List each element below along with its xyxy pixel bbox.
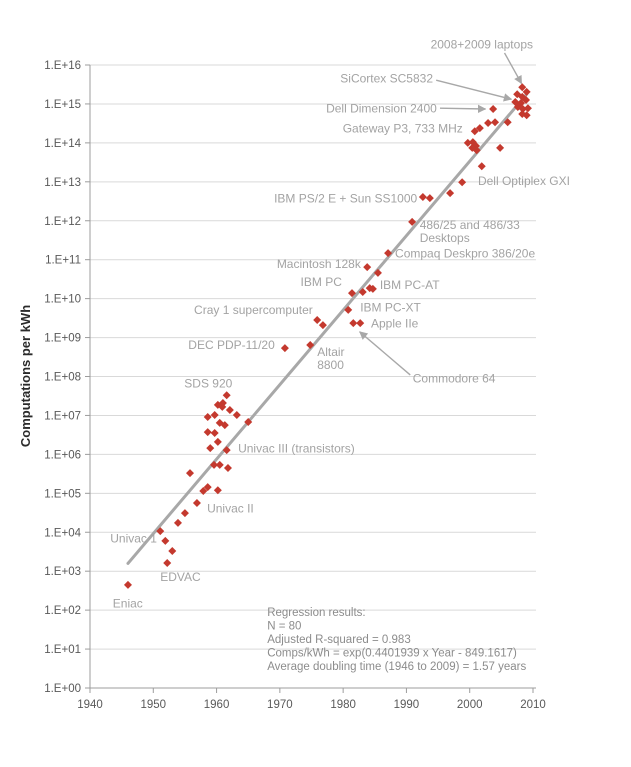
- annotation-label: IBM PC-XT: [360, 300, 421, 315]
- y-tick-label: 1.E+02: [44, 605, 81, 618]
- annotation-label: SDS 920: [184, 376, 233, 391]
- y-tick-label: 1.E+08: [44, 371, 81, 384]
- y-tick-label: 1.E+14: [44, 137, 81, 150]
- data-point: [223, 446, 231, 454]
- data-point: [124, 581, 132, 589]
- annotation-label: IBM PC: [300, 275, 342, 290]
- annotation-label: DEC PDP-11/20: [188, 338, 275, 353]
- regression-results: Average doubling time (1946 to 2009) = 1.57 years: [267, 661, 527, 674]
- y-tick-label: 1.E+12: [44, 215, 81, 228]
- y-tick-label: 1.E+06: [44, 449, 81, 462]
- annotation-label: Dell Dimension 2400: [326, 101, 437, 116]
- x-tick-label: 1970: [267, 699, 293, 711]
- annotation-label: SiCortex SC5832: [340, 71, 434, 86]
- data-point: [426, 194, 434, 202]
- y-tick-label: 1.E+07: [44, 410, 81, 423]
- regression-results: Regression results:: [267, 607, 366, 620]
- data-point: [211, 429, 219, 437]
- data-point: [204, 413, 212, 421]
- data-point: [313, 316, 321, 324]
- annotation-label: Dell Optiplex GXI: [477, 174, 570, 189]
- regression-results: N = 80: [267, 620, 302, 633]
- data-point: [216, 461, 224, 469]
- annotation-label: EDVAC: [160, 570, 201, 585]
- data-point: [419, 193, 427, 201]
- data-point: [224, 464, 232, 472]
- data-point: [489, 105, 497, 113]
- data-point: [491, 118, 499, 126]
- data-point: [211, 411, 219, 419]
- annotation-label: 486/25 and 486/33: [419, 218, 520, 233]
- data-point: [168, 547, 176, 555]
- annotation-arrow: [440, 108, 486, 109]
- annotation-arrow: [360, 332, 411, 375]
- annotation-label: Desktops: [419, 231, 470, 246]
- annotation-label: Altair: [317, 345, 345, 360]
- annotation-label: 8800: [317, 358, 344, 373]
- annotation-label: Univac 1: [110, 531, 157, 546]
- data-point: [446, 189, 454, 197]
- annotation-label: Gateway P3, 733 MHz: [342, 121, 463, 136]
- annotation-label: Univac II: [207, 501, 254, 516]
- y-tick-label: 1.E+10: [44, 293, 81, 306]
- x-tick-label: 1980: [330, 699, 356, 711]
- annotation-label: Compaq Deskpro 386/20e: [395, 246, 536, 261]
- regression-results: Comps/kWh = exp(0.4401939 x Year - 849.1617): [267, 647, 517, 660]
- annotation-label: IBM PC-AT: [379, 278, 440, 293]
- gridlines-layer: [90, 65, 536, 649]
- data-point: [193, 499, 201, 507]
- x-tick-label: 1940: [77, 699, 103, 711]
- y-tick-label: 1.E+11: [45, 254, 81, 267]
- y-tick-label: 1.E+00: [44, 683, 81, 696]
- annotation-label: Apple IIe: [370, 316, 419, 331]
- y-tick-label: 1.E+16: [44, 60, 81, 73]
- x-tick-label: 1950: [140, 699, 167, 711]
- data-point: [458, 178, 466, 186]
- data-point: [204, 428, 212, 436]
- annotation-label: Univac III (transistors): [238, 441, 355, 456]
- annotation-label: Commodore 64: [412, 371, 496, 386]
- annotation-arrow: [505, 53, 522, 84]
- data-point: [319, 321, 327, 329]
- annotation-label: IBM PS/2 E + Sun SS1000: [274, 191, 418, 206]
- data-point: [496, 144, 504, 152]
- data-point: [181, 509, 189, 517]
- y-tick-label: 1.E+04: [44, 527, 81, 540]
- annotation-label: Cray 1 supercomputer: [194, 303, 313, 318]
- annotation-label: 2008+2009 laptops: [430, 37, 533, 52]
- data-point: [478, 162, 486, 170]
- y-tick-label: 1.E+15: [44, 98, 81, 111]
- data-point: [163, 559, 171, 567]
- y-tick-label: 1.E+05: [44, 488, 81, 501]
- data-point: [524, 104, 532, 112]
- data-point: [206, 444, 214, 452]
- data-point: [363, 263, 371, 271]
- data-point: [214, 438, 222, 446]
- data-point: [223, 391, 231, 399]
- y-tick-label: 1.E+03: [44, 566, 81, 579]
- annotation-label: Eniac: [112, 596, 143, 611]
- data-point: [161, 537, 169, 545]
- y-tick-label: 1.E+01: [44, 644, 81, 657]
- annotation-label: Macintosh 128k: [276, 257, 361, 272]
- data-point: [374, 269, 382, 277]
- annotation-arrow: [436, 80, 511, 99]
- data-point: [186, 469, 194, 477]
- data-point: [356, 319, 364, 327]
- data-point: [233, 411, 241, 419]
- x-tick-label: 2010: [520, 699, 546, 711]
- data-point: [226, 406, 234, 414]
- data-point: [174, 519, 182, 527]
- x-tick-label: 2000: [456, 699, 483, 711]
- data-point: [349, 319, 357, 327]
- x-tick-label: 1960: [203, 699, 230, 711]
- y-tick-label: 1.E+09: [44, 332, 81, 345]
- y-tick-label: 1.E+13: [44, 176, 81, 189]
- data-point: [281, 344, 289, 352]
- regression-results: Adjusted R-squared = 0.983: [267, 634, 411, 647]
- x-tick-label: 1990: [393, 699, 420, 711]
- y-axis-title: Computations per kWh: [18, 304, 33, 448]
- data-point: [484, 119, 492, 127]
